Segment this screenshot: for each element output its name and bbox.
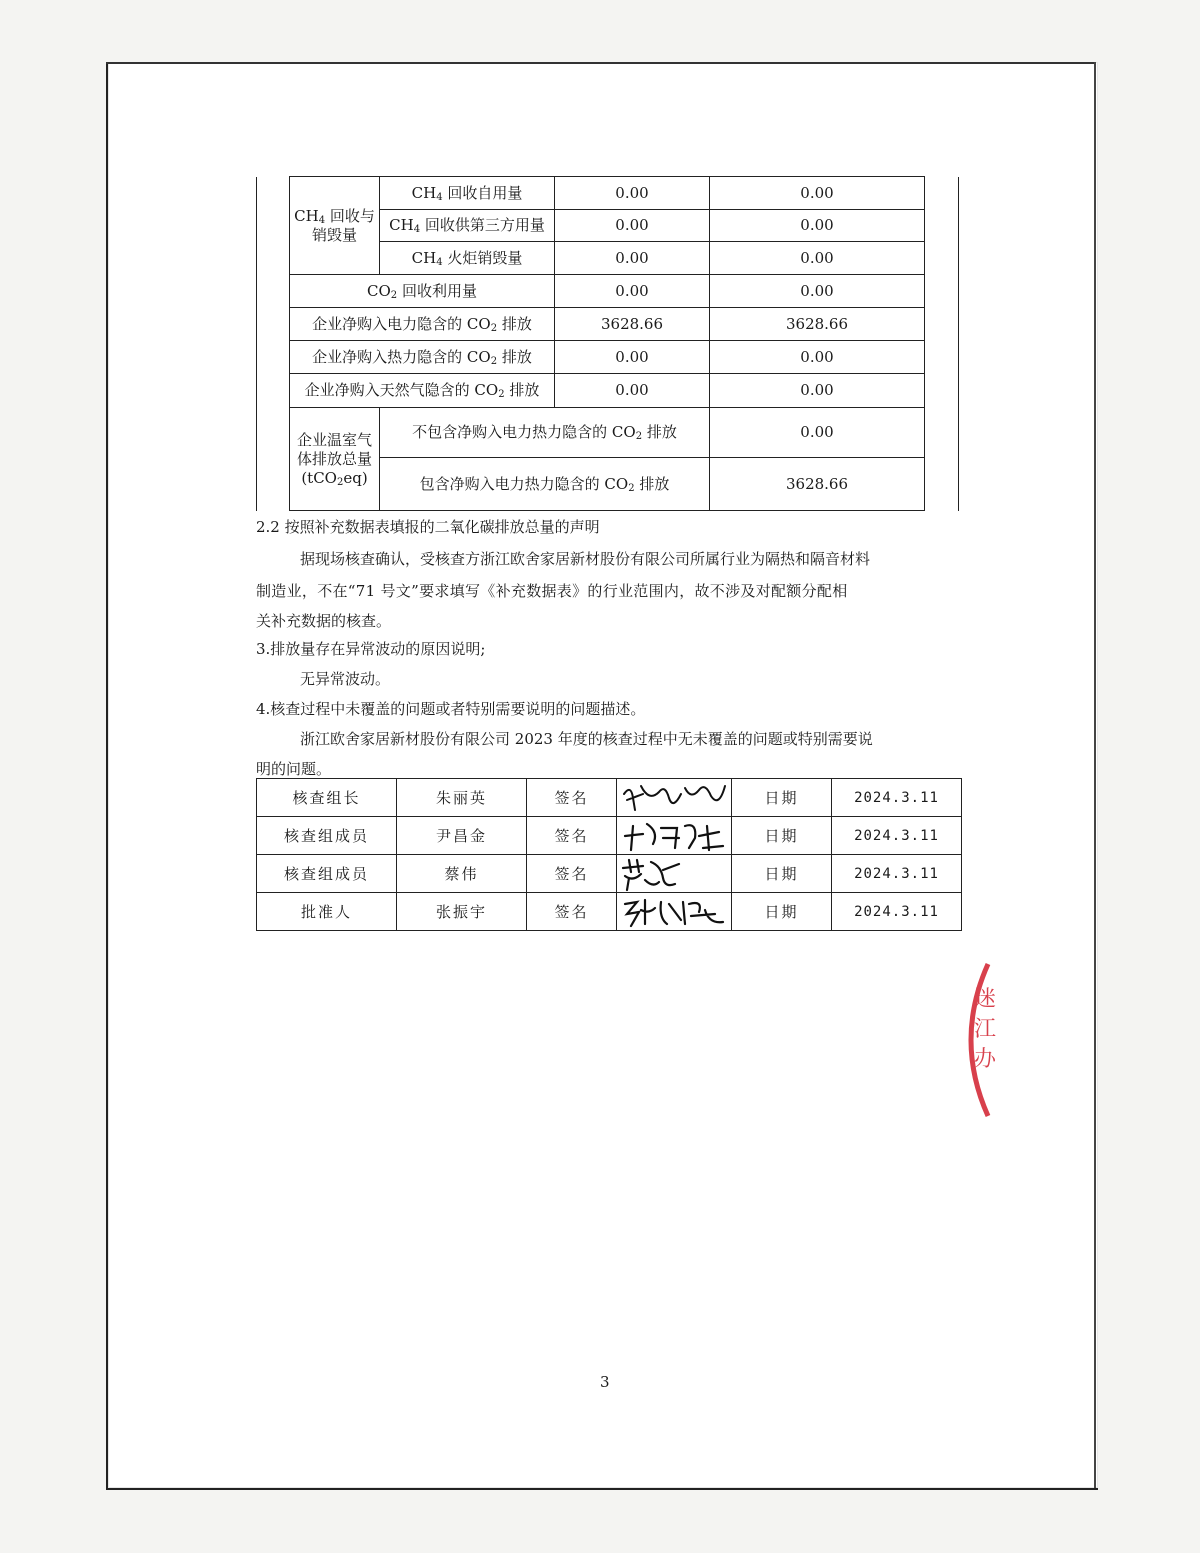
role-cell: 批准人: [257, 893, 397, 931]
role-cell: 核查组长: [257, 779, 397, 817]
table-row: [257, 177, 959, 210]
sign-label-cell: 签名: [527, 779, 617, 817]
value-cell: 0.00: [555, 275, 710, 308]
row-label: $CH_4$ 回收供第三方用量: [380, 210, 555, 242]
row-label: $CH_4$ 回收自用量: [380, 177, 555, 210]
value-cell: 0.00: [555, 177, 710, 210]
signature-cell: [617, 779, 732, 817]
handwritten-signature: [619, 894, 729, 930]
handwritten-signature: [619, 856, 729, 892]
sign-label-cell: 签名: [527, 855, 617, 893]
stamp-char: 迷江办·: [974, 987, 997, 1102]
table-row: [257, 275, 959, 308]
section-4-body-line2: 明的问题。: [256, 760, 332, 778]
role-cell: 核查组成员: [257, 817, 397, 855]
page-edge-right: [1094, 62, 1096, 1488]
emission-table: [256, 176, 959, 511]
signature-cell: [617, 855, 732, 893]
row-label: 企业净购入电力隐含的 $CO_2$ 排放: [290, 308, 555, 341]
section-2-2-heading: 2.2 按照补充数据表填报的二氧化碳排放总量的声明: [256, 518, 600, 536]
section-4-body-line1: 浙江欧舍家居新材股份有限公司 2023 年度的核查过程中无未覆盖的问题或特别需要说: [300, 730, 873, 748]
table-row: [257, 893, 962, 931]
date-cell: 2024.3.11: [832, 893, 962, 931]
value-cell: 0.00: [710, 210, 925, 242]
value-cell: 3628.66: [710, 458, 925, 511]
table-row: [257, 374, 959, 408]
section-2-2-body-line1: 据现场核查确认，受核查方浙江欧舍家居新材股份有限公司所属行业为隔热和隔音材料: [300, 550, 871, 568]
name-cell: 尹昌金: [397, 817, 527, 855]
role-cell: 核查组成员: [257, 855, 397, 893]
section-3-body: 无异常波动。: [300, 670, 391, 688]
value-cell: 0.00: [710, 242, 925, 275]
table-row: [257, 308, 959, 341]
value-cell: 0.00: [555, 210, 710, 242]
value-cell: 0.00: [710, 177, 925, 210]
official-stamp: [960, 960, 1000, 1120]
value-cell: 0.00: [710, 408, 925, 458]
signature-cell: [617, 893, 732, 931]
value-cell: 0.00: [710, 275, 925, 308]
value-cell: 3628.66: [555, 308, 710, 341]
date-cell: 2024.3.11: [832, 817, 962, 855]
table-right-margin: [925, 177, 959, 511]
ch4-group-label: $CH_4$ 回收与 销毁量: [290, 177, 380, 275]
table-row: [257, 341, 959, 374]
date-label-cell: 日期: [732, 855, 832, 893]
table-row: [257, 855, 962, 893]
name-cell: 张振宇: [397, 893, 527, 931]
section-3-heading: 3.排放量存在异常波动的原因说明;: [256, 640, 486, 658]
section-2-2-body-line2: 制造业，不在“71 号文”要求填写《补充数据表》的行业范围内，故不涉及对配额分配相: [256, 582, 848, 600]
value-cell: 0.00: [710, 374, 925, 408]
page-number: 3: [600, 1373, 610, 1391]
row-label: $CH_4$ 火炬销毁量: [380, 242, 555, 275]
sign-label-cell: 签名: [527, 893, 617, 931]
signature-cell: [617, 817, 732, 855]
row-label: 企业净购入天然气隐含的 $CO_2$ 排放: [290, 374, 555, 408]
section-2-2-body-line3: 关补充数据的核查。: [256, 612, 392, 630]
table-row: [257, 817, 962, 855]
section-4-heading: 4.核查过程中未覆盖的问题或者特别需要说明的问题描述。: [256, 700, 646, 718]
table-left-margin: [257, 177, 290, 511]
value-cell: 0.00: [555, 341, 710, 374]
date-label-cell: 日期: [732, 893, 832, 931]
table-row: [257, 408, 959, 458]
name-cell: 蔡伟: [397, 855, 527, 893]
handwritten-signature: [619, 780, 729, 816]
row-label: $CO_2$ 回收利用量: [290, 275, 555, 308]
value-cell: 3628.66: [710, 308, 925, 341]
date-label-cell: 日期: [732, 779, 832, 817]
name-cell: 朱丽英: [397, 779, 527, 817]
date-label-cell: 日期: [732, 817, 832, 855]
table-row: [257, 779, 962, 817]
page-edge-top: [106, 62, 1096, 64]
value-cell: 0.00: [555, 374, 710, 408]
row-label: 不包含净购入电力热力隐含的 $CO_2$ 排放: [380, 408, 710, 458]
total-group-label: 企业温室气 体排放总量 (tCO$_2$eq): [290, 408, 380, 511]
row-label: 包含净购入电力热力隐含的 $CO_2$ 排放: [380, 458, 710, 511]
date-cell: 2024.3.11: [832, 855, 962, 893]
row-label: 企业净购入热力隐含的 $CO_2$ 排放: [290, 341, 555, 374]
sign-label-cell: 签名: [527, 817, 617, 855]
value-cell: 0.00: [555, 242, 710, 275]
value-cell: 0.00: [710, 341, 925, 374]
handwritten-signature: [619, 818, 729, 854]
signature-table: [256, 778, 962, 931]
date-cell: 2024.3.11: [832, 779, 962, 817]
